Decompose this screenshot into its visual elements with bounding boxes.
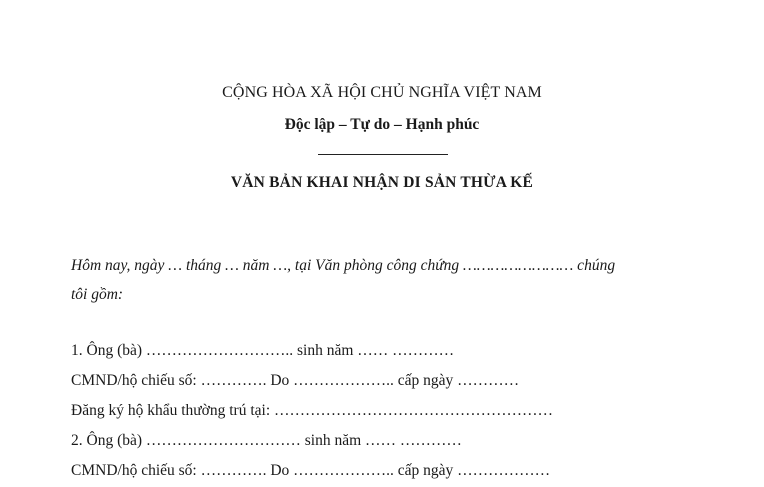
party-2-name-line: 2. Ông (bà) ………………………… sinh năm …… ………… [71, 432, 462, 449]
national-title: CỘNG HÒA XÃ HỘI CHỦ NGHĨA VIỆT NAM [222, 84, 542, 101]
intro-line-1: Hôm nay, ngày … tháng … năm …, tại Văn phòng công chứng …………………… chúng [71, 257, 616, 274]
party-1-id-line: CMND/hộ chiếu số: …………. Do ……………….. cấp ngày ………… [71, 372, 520, 389]
party-2-id-line: CMND/hộ chiếu số: …………. Do ……………….. cấp ngày ……………… [71, 462, 551, 479]
header-divider [318, 154, 448, 155]
party-1-residence-line: Đăng ký hộ khẩu thường trú tại: ……………………………………………… [71, 402, 553, 419]
party-1-name-line: 1. Ông (bà) ……………………….. sinh năm …… ………… [71, 342, 455, 359]
document-title: VĂN BẢN KHAI NHẬN DI SẢN THỪA KẾ [230, 174, 534, 191]
national-motto: Độc lập – Tự do – Hạnh phúc [284, 116, 480, 133]
intro-line-2: tôi gồm: [71, 286, 124, 303]
